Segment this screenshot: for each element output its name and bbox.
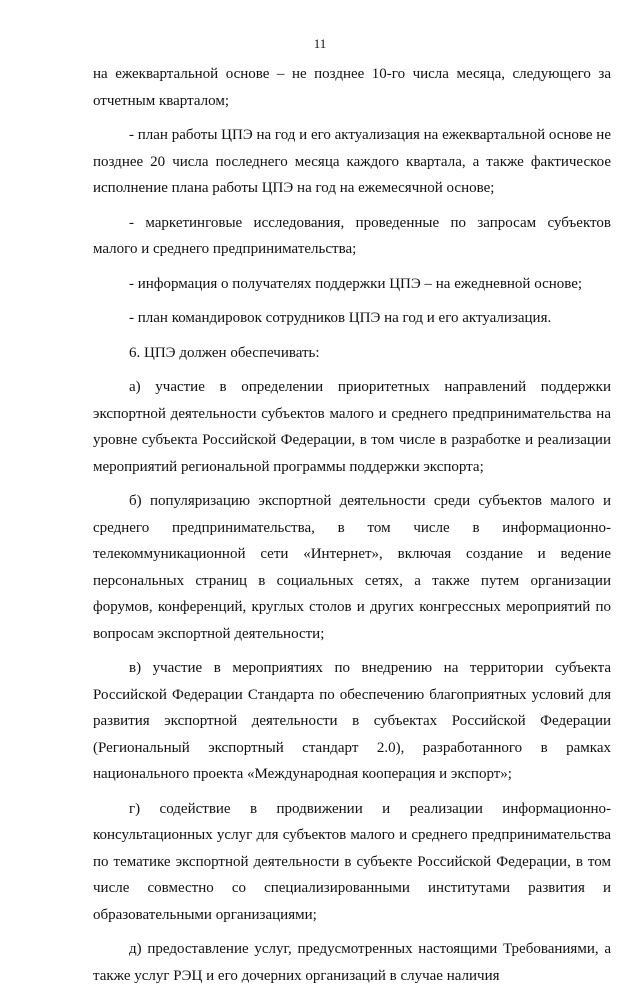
- paragraph: в) участие в мероприятиях по внедрению на территории субъекта Российской Федерации Стандарта по обеспечению благоприятных условий для развития экспортной деятельности в субъектах Российской Федерации (Региональный экспортный стандарт 2.0), разработанного в рамках национального проекта «Международная кооперация и экспорт»;: [93, 660, 611, 782]
- paragraph: 6. ЦПЭ должен обеспечивать:: [129, 344, 320, 361]
- document-body: [93, 61, 611, 997]
- page-number: 11: [313, 36, 327, 51]
- paragraph: г) содействие в продвижении и реализации информационно-консультационных услуг для субъектов малого и среднего предпринимательства по тематике экспортной деятельности в субъекте Российской Федерации, в том числе совместно со специализированными институтами развития и образовательными организациями;: [93, 800, 611, 923]
- paragraph: - маркетинговые исследования, проведенные по запросам субъектов малого и среднего предпринимательства;: [93, 214, 611, 257]
- paragraph: а) участие в определении приоритетных направлений поддержки экспортной деятельности субъектов малого и среднего предпринимательства на уровне субъекта Российской Федерации, в том числе в разработке и реализации мероприятий региональной программы поддержки экспорта;: [93, 379, 611, 475]
- paragraph: - план командировок сотрудников ЦПЭ на год и его актуализация.: [129, 310, 552, 326]
- paragraph: - план работы ЦПЭ на год и его актуализация на ежеквартальной основе не позднее 20 числа последнего месяца каждого квартала, а также фактическое исполнение плана работы ЦПЭ на год на ежемесячной основе;: [93, 127, 611, 196]
- paragraph: - информация о получателях поддержки ЦПЭ – на ежедневной основе;: [129, 275, 583, 292]
- paragraph: на ежеквартальной основе – не позднее 10-го числа месяца, следующего за отчетным кварталом;: [93, 66, 611, 109]
- paragraph: д) предоставление услуг, предусмотренных настоящими Требованиями, а также услуг РЭЦ и его дочерних организаций в случае наличия: [93, 941, 611, 984]
- paragraph: б) популяризацию экспортной деятельности среди субъектов малого и среднего предпринимательства, в том числе в информационно-телекоммуникационной сети «Интернет», включая создание и ведение персональных страниц в социальных сетях, а также путем организации форумов, конференций, круглых столов и других конгрессных мероприятий по вопросам экспортной деятельности;: [93, 493, 611, 642]
